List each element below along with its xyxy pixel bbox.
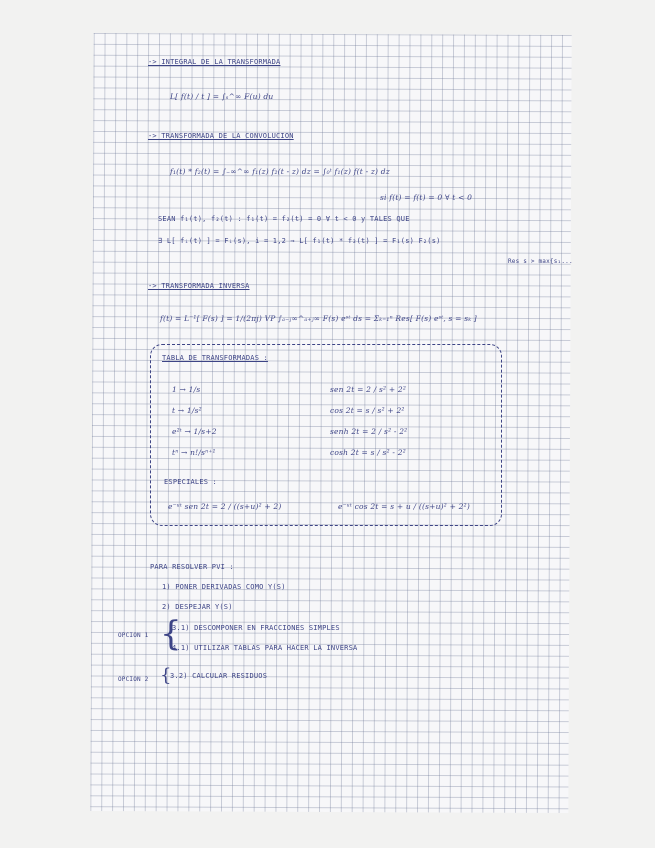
table-left-row: 1 → 1/s xyxy=(172,385,201,394)
table-left-row: e²ᵗ → 1/s+2 xyxy=(172,427,217,436)
steps-intro: PARA RESOLVER PVI : xyxy=(150,563,234,571)
option-2-label: OPCION 2 xyxy=(118,676,149,683)
option-1-brace: { xyxy=(160,614,182,654)
special-sen: e⁻ᵘᵗ sen 2t = 2 / ((s+u)² + 2) xyxy=(168,502,282,511)
step-3-1: 3.1) DESCOMPONER EN FRACCIONES SIMPLES xyxy=(172,624,340,632)
step-1: 1) PONER DERIVADAS COMO Y(S) xyxy=(162,583,286,591)
formula-convolution: f₁(t) * f₂(t) = ∫₋∞^∞ f₁(z) f₂(t - z) dz = ∫₀ᵗ f₁(z) f(t - z) dz xyxy=(170,167,390,176)
section-title-convolution: -> TRANSFORMADA DE LA CONVOLUCION xyxy=(148,132,294,140)
table-right-row: cosh 2t = s / s² - 2² xyxy=(330,448,406,457)
convolution-condition: si f(t) = f(t) = 0 ∀ t < 0 xyxy=(380,193,473,202)
formula-inverse: f(t) = L⁻¹[ F(s) ] = 1/(2πj) VP ∫ₐ₋ⱼ∞^ₐ₊ⱼ∞ F(s) eˢᵗ ds = Σₖ₌₁ⁿ Res[ F(s) eˢᵗ, s = sₖ ] xyxy=(160,314,477,323)
convolution-line1: SEAN f₁(t), f₂(t) : f₁(t) = f₂(t) = 0 ∀ t < 0 y TALES QUE xyxy=(158,215,410,223)
step-3-2: 3.2) CALCULAR RESIDUOS xyxy=(170,672,268,680)
convolution-note: Res s > max{s₁... xyxy=(508,258,573,265)
convolution-line2: ∃ L[ fᵢ(t) ] = Fᵢ(s), i = 1,2 ⇒ L[ f₁(t) * f₂(t) ] = F₁(s) F₂(s) xyxy=(158,237,441,245)
step-2: 2) DESPEJAR Y(S) xyxy=(162,603,233,611)
option-2-brace: { xyxy=(160,665,172,686)
table-right-row: sen 2t = 2 / s² + 2² xyxy=(330,385,407,394)
table-left-row: tⁿ → n!/sⁿ⁺¹ xyxy=(172,448,216,457)
section-title-inverse: -> TRANSFORMADA INVERSA xyxy=(148,282,250,290)
table-title: TABLA DE TRANSFORMADAS : xyxy=(162,354,268,362)
step-4-1: 4.1) UTILIZAR TABLAS PARA HACER LA INVERSA xyxy=(172,644,358,652)
table-right-row: cos 2t = s / s² + 2² xyxy=(330,406,405,415)
special-cos: e⁻ᵘᵗ cos 2t = s + u / ((s+u)² + 2²) xyxy=(338,502,470,511)
special-label: ESPECIALES : xyxy=(164,478,217,486)
table-right-row: senh 2t = 2 / s² - 2² xyxy=(330,427,408,436)
option-1-label: OPCION 1 xyxy=(118,632,149,639)
table-left-row: t → 1/s² xyxy=(172,406,202,415)
formula-integral: L[ f(t) / t ] = ∫ₛ^∞ F(u) du xyxy=(170,92,274,101)
section-title-integral: -> INTEGRAL DE LA TRANSFORMADA xyxy=(148,58,281,66)
